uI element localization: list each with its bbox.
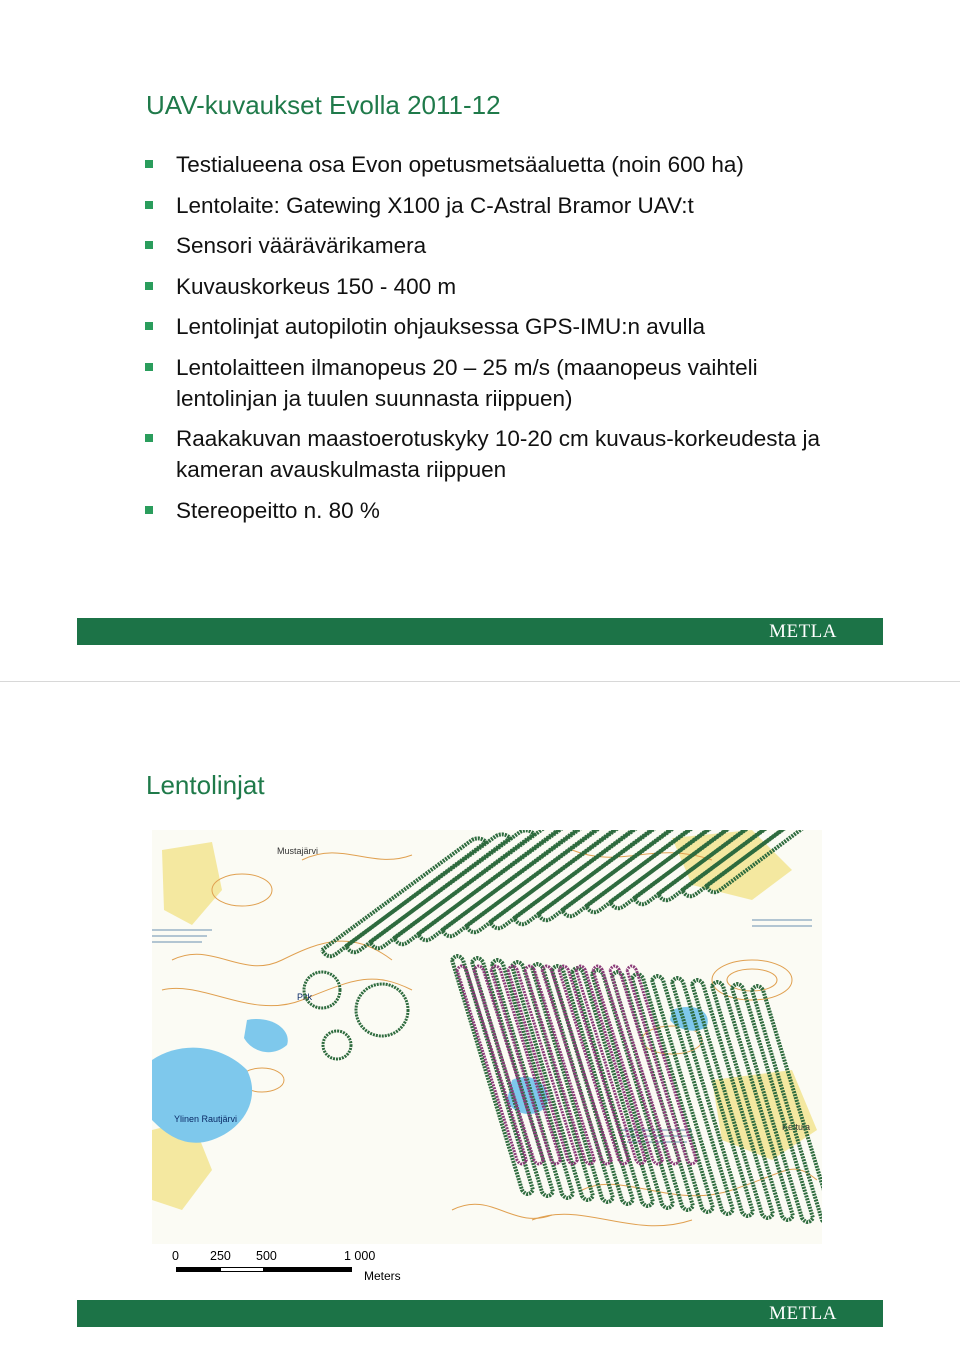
bullet-square-icon	[145, 241, 153, 249]
bullet-square-icon	[145, 506, 153, 514]
map-label: Kettula	[782, 1122, 811, 1132]
bullet-item	[144, 311, 824, 342]
bullet-square-icon	[145, 434, 153, 442]
bullet-square-icon	[145, 363, 153, 371]
bullet-text: Sensori väärävärikamera	[176, 233, 427, 258]
slide-separator	[0, 681, 960, 682]
bullet-square-icon	[145, 282, 153, 290]
slide-title: Lentolinjat	[146, 770, 265, 800]
footer-logo-text: METLA	[769, 1302, 837, 1324]
scale-tick-label: 500	[256, 1249, 277, 1263]
slide-title: UAV-kuvaukset Evolla 2011-12	[146, 90, 501, 120]
scale-tick-label: 0	[172, 1249, 179, 1263]
bullet-item	[144, 230, 824, 261]
flight-lines-map	[152, 830, 822, 1244]
scale-tick-label: 250	[210, 1249, 231, 1263]
bullet-item	[144, 352, 824, 414]
scale-segment	[264, 1267, 352, 1272]
bullet-text: Raakakuvan maastoerotuskyky 10-20 cm kuvaus-korkeudesta ja kameran avauskulmasta riippuen	[176, 426, 821, 482]
map-label: Ylinen Rautjärvi	[174, 1114, 238, 1124]
bullet-list	[144, 149, 824, 535]
scale-tick-label: 1 000	[344, 1249, 376, 1263]
footer-logo-text: METLA	[769, 620, 837, 642]
bullet-square-icon	[145, 160, 153, 168]
bullet-text: Stereopeitto n. 80 %	[176, 497, 380, 523]
bullet-text: Testialueena osa Evon opetusmetsäaluetta (noin 600 ha)	[176, 152, 744, 177]
footer-bar	[77, 1300, 883, 1327]
bullet-square-icon	[145, 201, 153, 209]
scale-segment	[176, 1267, 220, 1272]
bullet-item	[144, 271, 824, 302]
bullet-text: Lentolaitteen ilmanopeus 20 – 25 m/s (maanopeus vaihteli lentolinjan ja tuulen suunnasta riippuen)	[176, 354, 758, 411]
slide-1	[0, 0, 960, 682]
map-label: Pitk	[297, 992, 313, 1002]
bullet-item	[144, 495, 824, 526]
footer-bar	[77, 618, 883, 645]
map-label: Mustajärvi	[277, 846, 319, 856]
bullet-text: Lentolaite: Gatewing X100 ja C-Astral Bramor UAV:t	[176, 192, 694, 218]
scale-unit: Meters	[364, 1269, 401, 1283]
bullet-text: Kuvauskorkeus 150 - 400 m	[176, 273, 457, 299]
slide-2	[0, 683, 960, 1367]
bullet-text: Lentolinjat autopilotin ohjauksessa GPS-IMU:n avulla	[176, 314, 706, 339]
map-image	[152, 830, 822, 1244]
scale-segment	[220, 1267, 264, 1272]
bullet-square-icon	[145, 322, 153, 330]
bullet-item	[144, 190, 824, 221]
bullet-item	[144, 149, 824, 180]
bullet-item	[144, 423, 824, 485]
scale-bar	[168, 1249, 428, 1289]
